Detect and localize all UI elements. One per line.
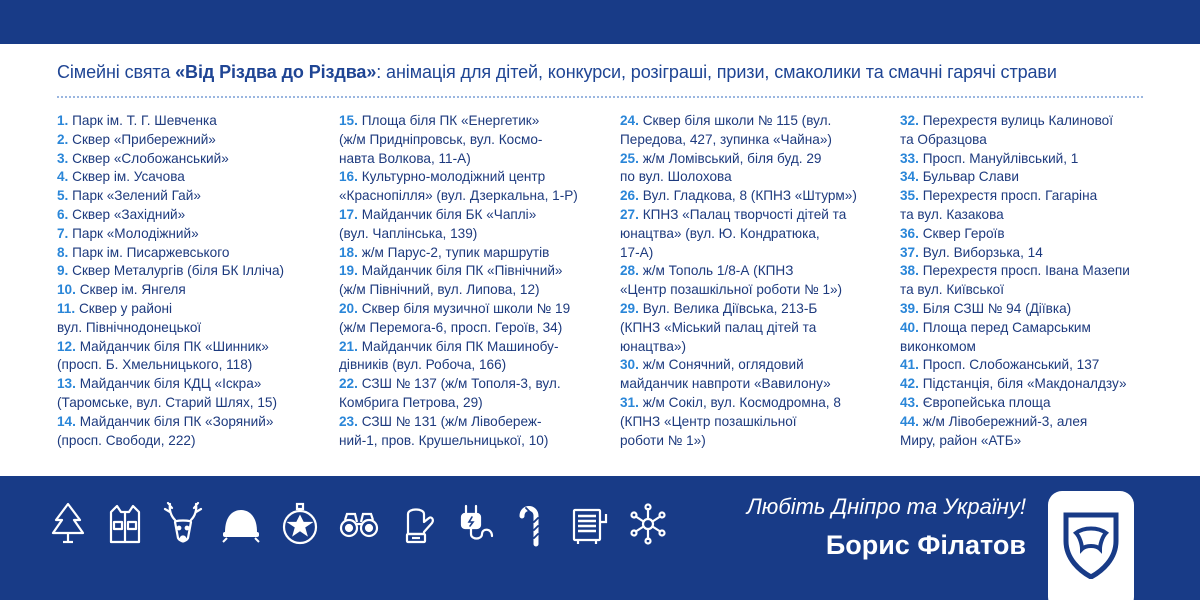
location-number: 12. <box>57 338 76 354</box>
location-item <box>57 225 284 244</box>
location-text-continued: «Краснопілля» (вул. Дзеркальна, 1-Р) <box>339 188 578 204</box>
location-item <box>900 225 1130 244</box>
location-text: Культурно-молодіжний центр <box>361 169 546 185</box>
location-number: 7. <box>57 225 69 241</box>
location-text: СЗШ № 137 (ж/м Тополя-3, вул. <box>361 376 561 392</box>
location-item <box>339 244 578 263</box>
candy-cane-icon <box>510 500 554 548</box>
location-number: 18. <box>339 244 358 260</box>
location-number: 25. <box>620 150 639 166</box>
column-2 <box>339 112 578 450</box>
location-item <box>900 300 1130 319</box>
location-item <box>620 262 857 300</box>
location-text: Сквер біля школи № 115 (вул. <box>642 113 832 128</box>
location-item <box>57 206 284 225</box>
location-text-continued: майданчик навпроти «Вавилону» <box>620 376 831 392</box>
location-text-continued: (ж/м Придніпровськ, вул. Космо- <box>339 131 543 147</box>
location-number: 23. <box>339 413 358 429</box>
location-text-continued: 17-А) <box>620 244 654 260</box>
headline <box>57 62 1157 83</box>
location-number: 11. <box>57 300 76 316</box>
location-item <box>620 112 857 150</box>
helmet-icon <box>219 500 263 548</box>
location-item <box>339 413 578 451</box>
location-text: Парк «Зелений Гай» <box>72 188 201 204</box>
location-number: 1. <box>57 113 69 128</box>
location-number: 38. <box>900 263 919 279</box>
location-item <box>57 112 284 131</box>
location-number: 20. <box>339 300 358 316</box>
location-text-continued: виконкомом <box>900 338 976 354</box>
column-1 <box>57 112 284 450</box>
signature-name: Борис Філатов <box>825 530 1026 560</box>
location-number: 44. <box>900 413 919 429</box>
location-text-continued: (КПНЗ «Центр позашкільної <box>620 413 797 429</box>
vest-icon <box>103 500 147 548</box>
location-text: Бульвар Слави <box>922 169 1019 185</box>
location-item <box>339 168 578 206</box>
location-text-continued: (КПНЗ «Міський палац дітей та <box>620 319 817 335</box>
location-text: Парк ім. Писаржевського <box>72 244 230 260</box>
location-text: Вул. Виборзька, 14 <box>922 244 1043 260</box>
location-number: 19. <box>339 263 358 279</box>
location-number: 43. <box>900 394 919 410</box>
location-text-continued: (просп. Б. Хмельницького, 118) <box>57 357 253 373</box>
location-item <box>57 150 284 169</box>
location-text-continued: (Таромське, вул. Старий Шлях, 15) <box>57 394 277 410</box>
location-text: Площа біля ПК «Енергетик» <box>361 113 540 128</box>
location-text: Сквер «Західний» <box>72 206 186 222</box>
location-text: Сквер біля музичної школи № 19 <box>361 300 571 316</box>
top-banner <box>0 0 1200 44</box>
location-number: 3. <box>57 150 69 166</box>
location-number: 30. <box>620 357 639 373</box>
location-number: 15. <box>339 113 358 128</box>
location-item <box>620 394 857 450</box>
location-number: 13. <box>57 376 76 392</box>
location-item <box>339 262 578 300</box>
location-text: СЗШ № 131 (ж/м Лівобереж- <box>361 413 542 429</box>
location-number: 40. <box>900 319 919 335</box>
location-number: 35. <box>900 188 919 204</box>
location-item <box>57 281 284 300</box>
location-number: 16. <box>339 169 358 185</box>
location-number: 26. <box>620 188 639 204</box>
location-text: Сквер ім. Усачова <box>72 169 185 185</box>
location-text: ж/м Сокіл, вул. Космодромна, 8 <box>642 394 841 410</box>
location-item <box>339 206 578 244</box>
location-text-continued: (ж/м Перемога-6, просп. Героїв, 34) <box>339 319 563 335</box>
location-text: Сквер у районі <box>78 300 173 316</box>
location-text: Сквер Металургів (біля БК Ілліча) <box>72 263 285 279</box>
location-item <box>620 150 857 188</box>
location-text: Вул. Гладкова, 8 (КПНЗ «Штурм») <box>642 188 857 204</box>
headline-title: «Від Різдва до Різдва» <box>175 62 377 82</box>
location-text: Майданчик біля ПК «Шинник» <box>79 338 269 354</box>
location-item <box>900 319 1130 357</box>
location-text: Просп. Слобожанський, 137 <box>922 357 1100 373</box>
location-item <box>900 356 1130 375</box>
location-text: ж/м Тополь 1/8-А (КПНЗ <box>642 263 794 279</box>
location-text-continued: та вул. Казакова <box>900 206 1004 222</box>
shield-icon <box>1062 511 1120 579</box>
location-item <box>339 112 578 168</box>
location-item <box>900 112 1130 150</box>
shield-logo <box>1048 491 1134 611</box>
location-item <box>57 338 284 376</box>
location-item <box>620 300 857 356</box>
location-item <box>620 206 857 262</box>
location-text: ж/м Лівобережний-3, алея <box>922 413 1088 429</box>
charger-plug-icon <box>452 500 496 548</box>
location-item <box>900 413 1130 451</box>
location-text: Перехрестя просп. Гагаріна <box>922 188 1098 204</box>
dotted-divider <box>57 96 1143 98</box>
christmas-tree-icon <box>46 500 90 548</box>
location-item <box>339 338 578 376</box>
location-number: 6. <box>57 206 69 222</box>
location-item <box>900 187 1130 225</box>
location-text: Сквер Героїв <box>922 225 1005 241</box>
location-text-continued: (ж/м Північний, вул. Липова, 12) <box>339 282 540 298</box>
heater-icon <box>568 500 612 548</box>
location-number: 42. <box>900 376 919 392</box>
location-number: 8. <box>57 244 69 260</box>
snowflake-icon <box>626 500 670 548</box>
location-item <box>620 356 857 394</box>
location-item <box>57 131 284 150</box>
location-text-continued: роботи № 1») <box>620 432 706 448</box>
location-text: Біля СЗШ № 94 (Діївка) <box>922 300 1072 316</box>
slogan: Любіть Дніпро та Україну! <box>746 494 1026 519</box>
location-text: Сквер «Прибережний» <box>72 131 216 147</box>
location-item <box>900 244 1130 263</box>
column-3 <box>620 112 857 450</box>
ornament-icon <box>278 500 322 548</box>
location-text: Сквер «Слобожанський» <box>72 150 229 166</box>
headline-prefix: Сімейні свята <box>57 62 176 82</box>
location-number: 24. <box>620 113 639 128</box>
location-text: Підстанція, біля «Макдоналдзу» <box>922 376 1127 392</box>
location-item <box>620 187 857 206</box>
location-text: Європейська площа <box>922 394 1051 410</box>
location-number: 2. <box>57 131 69 147</box>
location-text-continued: юнацтва») <box>620 338 686 354</box>
location-text-continued: (просп. Свободи, 222) <box>57 432 196 448</box>
location-item <box>57 168 284 187</box>
location-number: 37. <box>900 244 919 260</box>
location-text: Сквер ім. Янгеля <box>79 282 186 298</box>
location-item <box>57 262 284 281</box>
location-text-continued: Миру, район «АТБ» <box>900 432 1022 448</box>
location-item <box>900 168 1130 187</box>
location-number: 4. <box>57 169 69 185</box>
location-text: Парк ім. Т. Г. Шевченка <box>72 113 217 128</box>
column-4 <box>900 112 1130 450</box>
location-text-continued: ний-1, пров. Крушельницької, 10) <box>339 432 549 448</box>
location-number: 39. <box>900 300 919 316</box>
location-text: ж/м Ломівський, біля буд. 29 <box>642 150 822 166</box>
location-text-continued: Комбрига Петрова, 29) <box>339 394 483 410</box>
location-text-continued: дівників (вул. Робоча, 166) <box>339 357 507 373</box>
location-text: Майданчик біля ПК Машинобу- <box>361 338 559 354</box>
location-number: 33. <box>900 150 919 166</box>
location-number: 17. <box>339 206 358 222</box>
locations-list <box>57 112 1157 457</box>
location-text: Перехрестя просп. Івана Мазепи <box>922 263 1130 279</box>
location-text-continued: та Образцова <box>900 131 987 147</box>
location-text-continued: вул. Північнодонецької <box>57 319 202 335</box>
location-item <box>57 187 284 206</box>
location-item <box>57 375 284 413</box>
location-text: ж/м Сонячний, оглядовий <box>642 357 804 373</box>
location-item <box>900 262 1130 300</box>
location-item <box>339 375 578 413</box>
location-number: 29. <box>620 300 639 316</box>
location-text-continued: та вул. Київської <box>900 282 1004 298</box>
location-item <box>900 150 1130 169</box>
location-number: 36. <box>900 225 919 241</box>
location-text-continued: по вул. Шолохова <box>620 169 732 185</box>
location-text: Майданчик біля ПК «Північний» <box>361 263 563 279</box>
location-item <box>900 375 1130 394</box>
location-number: 21. <box>339 338 358 354</box>
location-text: КПНЗ «Палац творчості дітей та <box>642 206 847 222</box>
location-text: Парк «Молодіжний» <box>72 225 199 241</box>
location-number: 10. <box>57 282 76 298</box>
location-text-continued: «Центр позашкільної роботи № 1») <box>620 282 843 298</box>
headline-suffix: : анімація для дітей, конкурси, розіграші, призи, смаколики та смачні гарячі страви <box>376 62 1057 82</box>
location-text: Просп. Мануйлівський, 1 <box>922 150 1079 166</box>
binoculars-icon <box>337 500 381 548</box>
location-text: Майданчик біля КДЦ «Іскра» <box>79 376 262 392</box>
location-text-continued: Передова, 427, зупинка «Чайна») <box>620 131 832 147</box>
location-number: 28. <box>620 263 639 279</box>
mitten-icon <box>395 500 439 548</box>
location-number: 27. <box>620 206 639 222</box>
location-text-continued: (вул. Чаплінська, 139) <box>339 225 478 241</box>
location-number: 31. <box>620 394 639 410</box>
location-number: 32. <box>900 113 919 128</box>
location-text-continued: навта Волкова, 11-А) <box>339 150 471 166</box>
location-number: 41. <box>900 357 919 373</box>
location-text: ж/м Парус-2, тупик маршрутів <box>361 244 550 260</box>
location-text-continued: юнацтва» (вул. Ю. Кондратюка, <box>620 225 820 241</box>
deer-icon <box>161 500 205 548</box>
location-number: 14. <box>57 413 76 429</box>
location-text: Майданчик біля ПК «Зоряний» <box>79 413 274 429</box>
location-item <box>57 300 284 338</box>
location-item <box>339 300 578 338</box>
location-number: 5. <box>57 188 69 204</box>
location-item <box>57 413 284 451</box>
location-item <box>57 244 284 263</box>
location-text: Вул. Велика Діївська, 213-Б <box>642 300 818 316</box>
location-text: Майданчик біля БК «Чаплі» <box>361 206 537 222</box>
location-number: 22. <box>339 376 358 392</box>
location-text: Перехрестя вулиць Калинової <box>922 113 1113 128</box>
location-number: 9. <box>57 263 69 279</box>
location-item <box>900 394 1130 413</box>
location-text: Площа перед Самарським <box>922 319 1091 335</box>
location-number: 34. <box>900 169 919 185</box>
